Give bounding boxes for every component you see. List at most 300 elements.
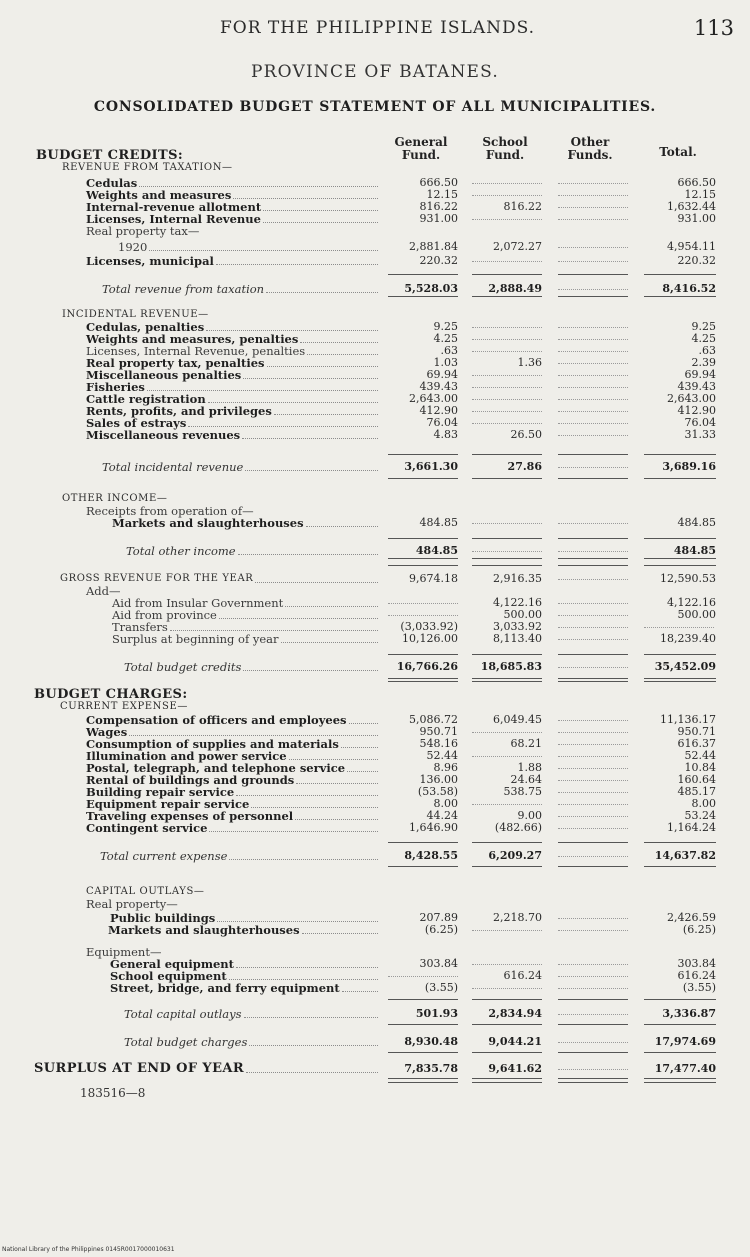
- cell-general: 136.00: [419, 773, 458, 786]
- cell-school: 538.75: [503, 785, 542, 798]
- leader-dots: [251, 807, 378, 808]
- total-rule: [388, 654, 458, 655]
- row-label: Total other income: [126, 544, 236, 558]
- cell-total: (6.25): [682, 923, 716, 936]
- cell-school: 24.64: [510, 773, 542, 786]
- cell-general: 9.25: [433, 320, 458, 333]
- cell-general: 4.83: [433, 428, 458, 441]
- empty-cell-line: [558, 918, 628, 919]
- empty-cell-line: [558, 435, 628, 436]
- leader-dots: [129, 735, 378, 736]
- empty-cell-line: [558, 756, 628, 757]
- table-row: [0, 150, 750, 162]
- total-rule: [644, 1082, 716, 1083]
- cell-general: 207.89: [419, 911, 458, 924]
- leader-dots: [263, 222, 378, 223]
- empty-cell-line: [558, 387, 628, 388]
- empty-cell-line: [558, 523, 628, 524]
- empty-cell-line: [472, 523, 542, 524]
- cell-general: 8.00: [433, 797, 458, 810]
- empty-cell-line: [558, 856, 628, 857]
- cell-total: 616.37: [677, 737, 716, 750]
- scan-credit: National Library of the Philippines 0145R0017000010631: [2, 1246, 175, 1253]
- leader-dots: [229, 859, 378, 860]
- table-row: [0, 255, 750, 267]
- cell-school: 8,113.40: [493, 632, 542, 645]
- table-row: [0, 429, 750, 441]
- total-rule: [472, 842, 542, 843]
- empty-cell-line: [472, 930, 542, 931]
- empty-cell-line: [558, 639, 628, 640]
- row-label: Illumination and power service: [86, 749, 287, 763]
- empty-cell-line: [558, 964, 628, 965]
- row-label: Markets and slaughterhouses: [108, 923, 300, 937]
- total-rule: [644, 842, 716, 843]
- cell-total: 17,477.40: [654, 1062, 716, 1075]
- cell-total: 14,637.82: [654, 849, 716, 862]
- empty-cell-line: [472, 732, 542, 733]
- leader-dots: [219, 618, 378, 619]
- total-rule: [558, 296, 628, 297]
- cell-school: 4,122.16: [493, 596, 542, 609]
- total-rule: [472, 296, 542, 297]
- leader-dots: [255, 582, 378, 583]
- cell-total: 4,954.11: [667, 240, 716, 253]
- row-label: CURRENT EXPENSE—: [60, 701, 188, 712]
- row-label: CAPITAL OUTLAYS—: [86, 886, 205, 897]
- row-label: Internal-revenue allotment: [86, 200, 262, 214]
- empty-cell-line: [558, 667, 628, 668]
- empty-cell-line: [558, 1069, 628, 1070]
- total-rule: [644, 558, 716, 559]
- cell-school: 2,888.49: [488, 282, 542, 295]
- cell-total: 616.24: [677, 969, 716, 982]
- total-rule: [644, 866, 716, 867]
- empty-cell-line: [472, 551, 542, 552]
- cell-school: 2,916.35: [493, 572, 542, 585]
- total-rule: [472, 1082, 542, 1083]
- cell-total: (3.55): [682, 981, 716, 994]
- row-label: Total incidental revenue: [102, 460, 244, 474]
- total-rule: [472, 1052, 542, 1053]
- table-row: [0, 661, 750, 673]
- empty-cell-line: [558, 183, 628, 184]
- empty-cell-line: [558, 327, 628, 328]
- total-rule: [558, 1024, 628, 1025]
- leader-dots: [242, 438, 378, 439]
- table-row: [0, 850, 750, 862]
- total-rule: [644, 681, 716, 682]
- col-header-total: Total.: [659, 145, 697, 159]
- row-label: INCIDENTAL REVENUE—: [62, 309, 209, 320]
- cell-school: 26.50: [510, 428, 542, 441]
- cell-total: 31.33: [684, 428, 716, 441]
- total-rule: [558, 1078, 628, 1079]
- total-rule: [472, 1078, 542, 1079]
- row-label: Aid from province: [112, 608, 217, 622]
- table-row: [0, 982, 750, 994]
- cell-school: 2,834.94: [488, 1007, 542, 1020]
- table-row: [0, 924, 750, 936]
- empty-cell-line: [472, 399, 542, 400]
- cell-school: 1.36: [517, 356, 542, 369]
- row-label: Miscellaneous penalties: [86, 368, 242, 382]
- row-label: Miscellaneous revenues: [86, 428, 241, 442]
- total-rule: [472, 274, 542, 275]
- cell-school: 500.00: [503, 608, 542, 621]
- cell-total: 76.04: [684, 416, 716, 429]
- empty-cell-line: [558, 603, 628, 604]
- cell-total: 9.25: [691, 320, 716, 333]
- leader-dots: [243, 670, 378, 671]
- empty-cell-line: [558, 363, 628, 364]
- row-label: Contingent service: [86, 821, 208, 835]
- cell-general: 1.03: [433, 356, 458, 369]
- cell-general: 950.71: [419, 725, 458, 738]
- empty-cell-line: [644, 627, 714, 628]
- total-rule: [388, 842, 458, 843]
- cell-general: (3,033.92): [400, 620, 458, 633]
- row-label: Wages: [86, 725, 128, 739]
- empty-cell-line: [558, 804, 628, 805]
- empty-cell-line: [558, 289, 628, 290]
- total-rule: [472, 678, 542, 679]
- row-label: Sales of estrays: [86, 416, 187, 430]
- cell-total: 17,974.69: [654, 1035, 716, 1048]
- empty-cell-line: [558, 720, 628, 721]
- leader-dots: [216, 264, 378, 265]
- row-label: SURPLUS AT END OF YEAR: [34, 1061, 245, 1076]
- leader-dots: [281, 642, 378, 643]
- table-row: [0, 898, 750, 910]
- row-label: Real property—: [86, 897, 178, 911]
- empty-cell-line: [472, 339, 542, 340]
- empty-cell-line: [472, 327, 542, 328]
- row-label: Markets and slaughterhouses: [112, 516, 304, 530]
- cell-school: 3,033.92: [493, 620, 542, 633]
- leader-dots: [342, 991, 378, 992]
- total-rule: [644, 678, 716, 679]
- cell-general: (3.55): [424, 981, 458, 994]
- table-row: [0, 241, 750, 253]
- empty-cell-line: [558, 207, 628, 208]
- leader-dots: [217, 921, 378, 922]
- row-label: 1920: [118, 240, 148, 254]
- cell-school: 27.86: [507, 460, 542, 473]
- leader-dots: [306, 526, 378, 527]
- empty-cell-line: [388, 615, 458, 616]
- empty-cell-line: [558, 219, 628, 220]
- empty-cell-line: [558, 195, 628, 196]
- cell-school: 9,044.21: [488, 1035, 542, 1048]
- cell-general: 931.00: [419, 212, 458, 225]
- empty-cell-line: [558, 551, 628, 552]
- total-rule: [472, 478, 542, 479]
- cell-total: 2,426.59: [667, 911, 716, 924]
- total-rule: [558, 681, 628, 682]
- cell-general: 5,086.72: [409, 713, 458, 726]
- total-rule: [558, 999, 628, 1000]
- table-row: [0, 1063, 750, 1075]
- total-rule: [388, 678, 458, 679]
- leader-dots: [244, 1017, 378, 1018]
- cell-total: 950.71: [677, 725, 716, 738]
- row-label: Aid from Insular Government: [112, 596, 284, 610]
- cell-general: 52.44: [426, 749, 458, 762]
- cell-school: 9,641.62: [488, 1062, 542, 1075]
- empty-cell-line: [558, 732, 628, 733]
- empty-cell-line: [472, 387, 542, 388]
- leader-dots: [296, 783, 378, 784]
- total-rule: [388, 1078, 458, 1079]
- total-rule: [644, 654, 716, 655]
- cell-general: 8.96: [433, 761, 458, 774]
- leader-dots: [267, 366, 378, 367]
- cell-school: 616.24: [503, 969, 542, 982]
- cell-total: 18,239.40: [660, 632, 716, 645]
- table-row: [0, 1036, 750, 1048]
- row-label: Cedulas, penalties: [86, 320, 205, 334]
- total-rule: [472, 538, 542, 539]
- leader-dots: [209, 831, 378, 832]
- table-row: [0, 461, 750, 473]
- row-label: Real property tax—: [86, 224, 200, 238]
- leader-dots: [188, 426, 378, 427]
- total-rule: [472, 999, 542, 1000]
- total-rule: [644, 999, 716, 1000]
- row-label: Licenses, Internal Revenue: [86, 212, 261, 226]
- table-row: [0, 689, 750, 701]
- table-row: [0, 1008, 750, 1020]
- empty-cell-line: [472, 195, 542, 196]
- cell-total: 484.85: [673, 544, 716, 557]
- empty-cell-line: [558, 976, 628, 977]
- empty-cell-line: [558, 930, 628, 931]
- empty-cell-line: [472, 964, 542, 965]
- row-label: BUDGET CHARGES:: [34, 687, 188, 702]
- total-rule: [558, 1082, 628, 1083]
- leader-dots: [238, 554, 378, 555]
- cell-total: 2.39: [691, 356, 716, 369]
- total-rule: [388, 538, 458, 539]
- empty-cell-line: [558, 627, 628, 628]
- cell-school: (482.66): [494, 821, 542, 834]
- leader-dots: [341, 747, 378, 748]
- leader-dots: [208, 402, 378, 403]
- row-label: Building repair service: [86, 785, 235, 799]
- row-label: Postal, telegraph, and telephone service: [86, 761, 346, 775]
- row-label: Fisheries: [86, 380, 145, 394]
- cell-school: 1.88: [517, 761, 542, 774]
- cell-total: 53.24: [684, 809, 716, 822]
- leader-dots: [289, 759, 378, 760]
- cell-general: 484.85: [415, 544, 458, 557]
- cell-general: 1,646.90: [409, 821, 458, 834]
- row-label: Total budget charges: [124, 1035, 248, 1049]
- cell-school: 68.21: [510, 737, 542, 750]
- leader-dots: [295, 819, 378, 820]
- empty-cell-line: [558, 768, 628, 769]
- cell-general: 8,930.48: [404, 1035, 458, 1048]
- table-row: [0, 545, 750, 557]
- cell-general: 2,643.00: [409, 392, 458, 405]
- empty-cell-line: [558, 615, 628, 616]
- empty-cell-line: [558, 780, 628, 781]
- cell-school: 9.00: [517, 809, 542, 822]
- cell-general: 8,428.55: [404, 849, 458, 862]
- page-number: 113: [693, 16, 734, 40]
- row-label: Weights and measures: [86, 188, 232, 202]
- total-rule: [558, 678, 628, 679]
- leader-dots: [243, 378, 378, 379]
- empty-cell-line: [388, 603, 458, 604]
- row-label: Licenses, Internal Revenue, penalties: [86, 344, 306, 358]
- empty-cell-line: [472, 988, 542, 989]
- cell-general: 4.25: [433, 332, 458, 345]
- cell-school: 816.22: [503, 200, 542, 213]
- total-rule: [558, 478, 628, 479]
- table-row: [0, 633, 750, 645]
- row-label: BUDGET CREDITS:: [36, 148, 184, 163]
- cell-total: 4.25: [691, 332, 716, 345]
- empty-cell-line: [472, 261, 542, 262]
- cell-general: 484.85: [419, 516, 458, 529]
- total-rule: [388, 478, 458, 479]
- row-label: REVENUE FROM TAXATION—: [62, 162, 233, 173]
- empty-cell-line: [558, 579, 628, 580]
- cell-total: 3,689.16: [662, 460, 716, 473]
- cell-general: 16,766.26: [396, 660, 458, 673]
- row-label: Total budget credits: [124, 660, 242, 674]
- empty-cell-line: [558, 351, 628, 352]
- cell-general: (6.25): [424, 923, 458, 936]
- cell-total: 35,452.09: [654, 660, 716, 673]
- cell-general: 3,661.30: [404, 460, 458, 473]
- row-label: Rental of buildings and grounds: [86, 773, 295, 787]
- leader-dots: [349, 723, 378, 724]
- cell-total: 3,336.87: [662, 1007, 716, 1020]
- total-rule: [388, 1024, 458, 1025]
- cell-general: 5,528.03: [404, 282, 458, 295]
- row-label: Street, bridge, and ferry equipment: [110, 981, 340, 995]
- cell-total: 666.50: [677, 176, 716, 189]
- cell-total: 931.00: [677, 212, 716, 225]
- cell-general: 303.84: [419, 957, 458, 970]
- leader-dots: [307, 354, 378, 355]
- row-label: Licenses, municipal: [86, 254, 214, 268]
- cell-general: .63: [440, 344, 458, 357]
- leader-dots: [139, 186, 378, 187]
- total-rule: [558, 1052, 628, 1053]
- total-rule: [644, 538, 716, 539]
- table-row: [0, 517, 750, 529]
- total-rule: [644, 1078, 716, 1079]
- empty-cell-line: [558, 1042, 628, 1043]
- empty-cell-line: [558, 261, 628, 262]
- row-label: Consumption of supplies and materials: [86, 737, 339, 751]
- total-rule: [644, 478, 716, 479]
- total-rule: [558, 565, 628, 566]
- total-rule: [388, 1052, 458, 1053]
- empty-cell-line: [558, 375, 628, 376]
- empty-cell-line: [558, 399, 628, 400]
- cell-total: 484.85: [677, 516, 716, 529]
- row-label: Weights and measures, penalties: [86, 332, 299, 346]
- cell-total: 12,590.53: [660, 572, 716, 585]
- row-label: Surplus at beginning of year: [112, 632, 279, 646]
- cell-total: 303.84: [677, 957, 716, 970]
- total-rule: [472, 558, 542, 559]
- total-rule: [558, 866, 628, 867]
- cell-general: 666.50: [419, 176, 458, 189]
- running-title: FOR THE PHILIPPINE ISLANDS.: [220, 18, 536, 38]
- leader-dots: [149, 250, 378, 251]
- total-rule: [558, 654, 628, 655]
- leader-dots: [206, 330, 378, 331]
- empty-cell-line: [558, 411, 628, 412]
- row-label: Transfers: [112, 620, 168, 634]
- cell-school: 18,685.83: [480, 660, 542, 673]
- cell-total: 439.43: [677, 380, 716, 393]
- total-rule: [558, 454, 628, 455]
- empty-cell-line: [558, 744, 628, 745]
- cell-total: 52.44: [684, 749, 716, 762]
- total-rule: [388, 866, 458, 867]
- empty-cell-line: [558, 792, 628, 793]
- cell-general: 10,126.00: [402, 632, 458, 645]
- total-rule: [472, 681, 542, 682]
- row-label: Total current expense: [100, 849, 228, 863]
- total-rule: [388, 274, 458, 275]
- cell-total: 1,164.24: [667, 821, 716, 834]
- leader-dots: [246, 1072, 378, 1073]
- cell-general: 76.04: [426, 416, 458, 429]
- cell-total: 69.94: [684, 368, 716, 381]
- cell-general: 7,835.78: [404, 1062, 458, 1075]
- cell-total: 12.15: [684, 188, 716, 201]
- empty-cell-line: [472, 375, 542, 376]
- leader-dots: [302, 933, 378, 934]
- empty-cell-line: [472, 804, 542, 805]
- cell-general: 220.32: [419, 254, 458, 267]
- leader-dots: [274, 414, 378, 415]
- row-label: OTHER INCOME—: [62, 493, 168, 504]
- cell-general: 501.93: [415, 1007, 458, 1020]
- table-row: [0, 162, 750, 174]
- empty-cell-line: [472, 411, 542, 412]
- total-rule: [644, 296, 716, 297]
- empty-cell-line: [558, 988, 628, 989]
- row-label: Public buildings: [110, 911, 216, 925]
- cell-school: 6,049.45: [493, 713, 542, 726]
- empty-cell-line: [558, 423, 628, 424]
- total-rule: [388, 681, 458, 682]
- leader-dots: [285, 606, 378, 607]
- cell-total: 220.32: [677, 254, 716, 267]
- total-rule: [388, 565, 458, 566]
- cell-total: 160.64: [677, 773, 716, 786]
- cell-general: 69.94: [426, 368, 458, 381]
- empty-cell-line: [558, 339, 628, 340]
- empty-cell-line: [558, 1014, 628, 1015]
- running-header: [0, 18, 750, 48]
- total-rule: [472, 565, 542, 566]
- row-label: Total capital outlays: [124, 1007, 242, 1021]
- cell-total: 412.90: [677, 404, 716, 417]
- empty-cell-line: [558, 247, 628, 248]
- cell-general: 548.16: [419, 737, 458, 750]
- col-header-other: Other Funds.: [567, 135, 613, 162]
